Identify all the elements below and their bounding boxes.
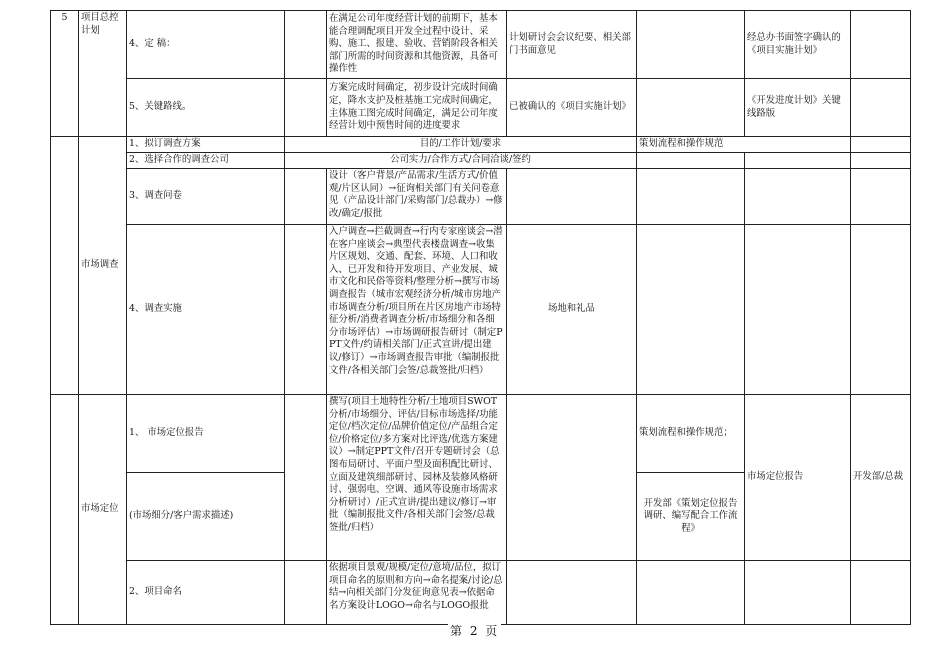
content-cell: 设计（客户背景/产品需求/生活方式/价值观/片区认同）→征询相关部门有关问卷意见（产品设计部门/采购部门/总裁办）→修改/确定/报批 — [327, 169, 507, 225]
output-cell: 场地和礼品 — [507, 225, 637, 395]
dept-cell: 开发部/总裁 — [851, 395, 911, 561]
table-row — [51, 225, 911, 395]
step-cell: 3、调查问卷 — [127, 169, 285, 225]
result-cell: 市场定位报告 — [745, 395, 851, 561]
result-cell: 经总办书面签字确认的《项目实施计划》 — [745, 11, 851, 79]
table-row — [51, 79, 911, 137]
content-cell: 目的/工作计划/要求 — [285, 137, 637, 153]
page-number: 第 2 页 — [450, 624, 500, 638]
step-cell: 2、选择合作的调查公司 — [127, 153, 285, 169]
step-cell: 1、 市场定位报告 — [127, 395, 285, 473]
table-row — [51, 11, 911, 79]
table-row — [51, 137, 911, 153]
row-number: 5 — [51, 11, 79, 137]
table-row — [51, 169, 911, 225]
table-row — [51, 395, 911, 473]
content-cell: 依据项目景观/规模/定位/意境/品位，拟订项目命名的原则和方向→命名提案/讨论/总结→向相关部门分发征询意见表→依据命名方案设计LOGO→命名与LOGO报批 — [327, 561, 507, 625]
table-row — [51, 561, 911, 625]
standard-cell: 开发部《策划定位报告调研、编写配合工作流程》 — [637, 473, 745, 561]
content-cell: 方案完成时间确定，初步设计完成时间确定，降水支护及桩基施工完成时间确定，主体施工图完成时间确定，满足公司年度经营计划中预售时间的进度要求 — [327, 79, 507, 137]
category-cell: 项目总控计划 — [79, 11, 127, 137]
step-cell: 4、调查实施 — [127, 225, 285, 395]
step-cell: 1、拟订调查方案 — [127, 137, 285, 153]
content-cell: 公司实力/合作方式/合同洽谈/签约 — [285, 153, 637, 169]
content-cell: 撰写(项目土地特性分析/土地项目SWOT分析/市场细分、评估/目标市场选择/功能定位/档次定位/品牌价值定位/产品组合定位/价格定位/多方案对比评选/优选方案建议）→制定PPT文件/召开专题研讨会（总图布局研讨、平面户型及面积配比研讨、立面及建筑细部研讨、园林及装修风格研讨、强弱电、空调、通风等设施市场需求分析研讨）/正式宣讲/提出建议/修订→审批（编制报批文件/各相关部门会签/总裁签批/归档） — [327, 395, 507, 561]
step-cell: 4、定 稿： — [127, 11, 285, 79]
table-row — [51, 153, 911, 169]
standard-cell: 策划流程和操作规范 — [637, 137, 851, 153]
plan-table — [50, 10, 911, 625]
output-cell: 已被确认的《项目实施计划》 — [507, 79, 637, 137]
category-cell: 市场调查 — [79, 137, 127, 395]
category-cell: 市场定位 — [79, 395, 127, 625]
step-cell: 2、项目命名 — [127, 561, 285, 625]
standard-cell: 策划流程和操作规范； — [637, 395, 745, 473]
result-cell: 《开发进度计划》关键线路版 — [745, 79, 851, 137]
content-cell: 入户调查→拦截调查→行内专家座谈会→潜在客户座谈会→典型代表楼盘调查→收集片区规划、交通、配套、环境、人口和收入、已开发和待开发项目、产业发展、城市文化和民俗等资料/整理分析→撰写市场调查报告（城市宏观经济分析/城市房地产市场调查分析/项目所在片区房地产市场特征分析/消费者调查分析/市场细分和各细分市场评估）→市场调研报告研讨（制定PPT文件/约请相关部门/正式宣讲/提出建议/修订）→市场调查报告审批（编制报批文件/各相关部门会签/总裁签批/归档） — [327, 225, 507, 395]
content-cell: 在满足公司年度经营计划的前期下，基本能合理调配项目开发全过程中设计、采购、施工、报建、验收、营销阶段各相关部门所需的时间资源和其他资源，具备可操作性 — [327, 11, 507, 79]
output-cell: 计划研讨会会议纪要、相关部门书面意见 — [507, 11, 637, 79]
step-cell: (市场细分/客户需求描述) — [127, 473, 285, 561]
step-cell: 5、关键路线。 — [127, 79, 285, 137]
